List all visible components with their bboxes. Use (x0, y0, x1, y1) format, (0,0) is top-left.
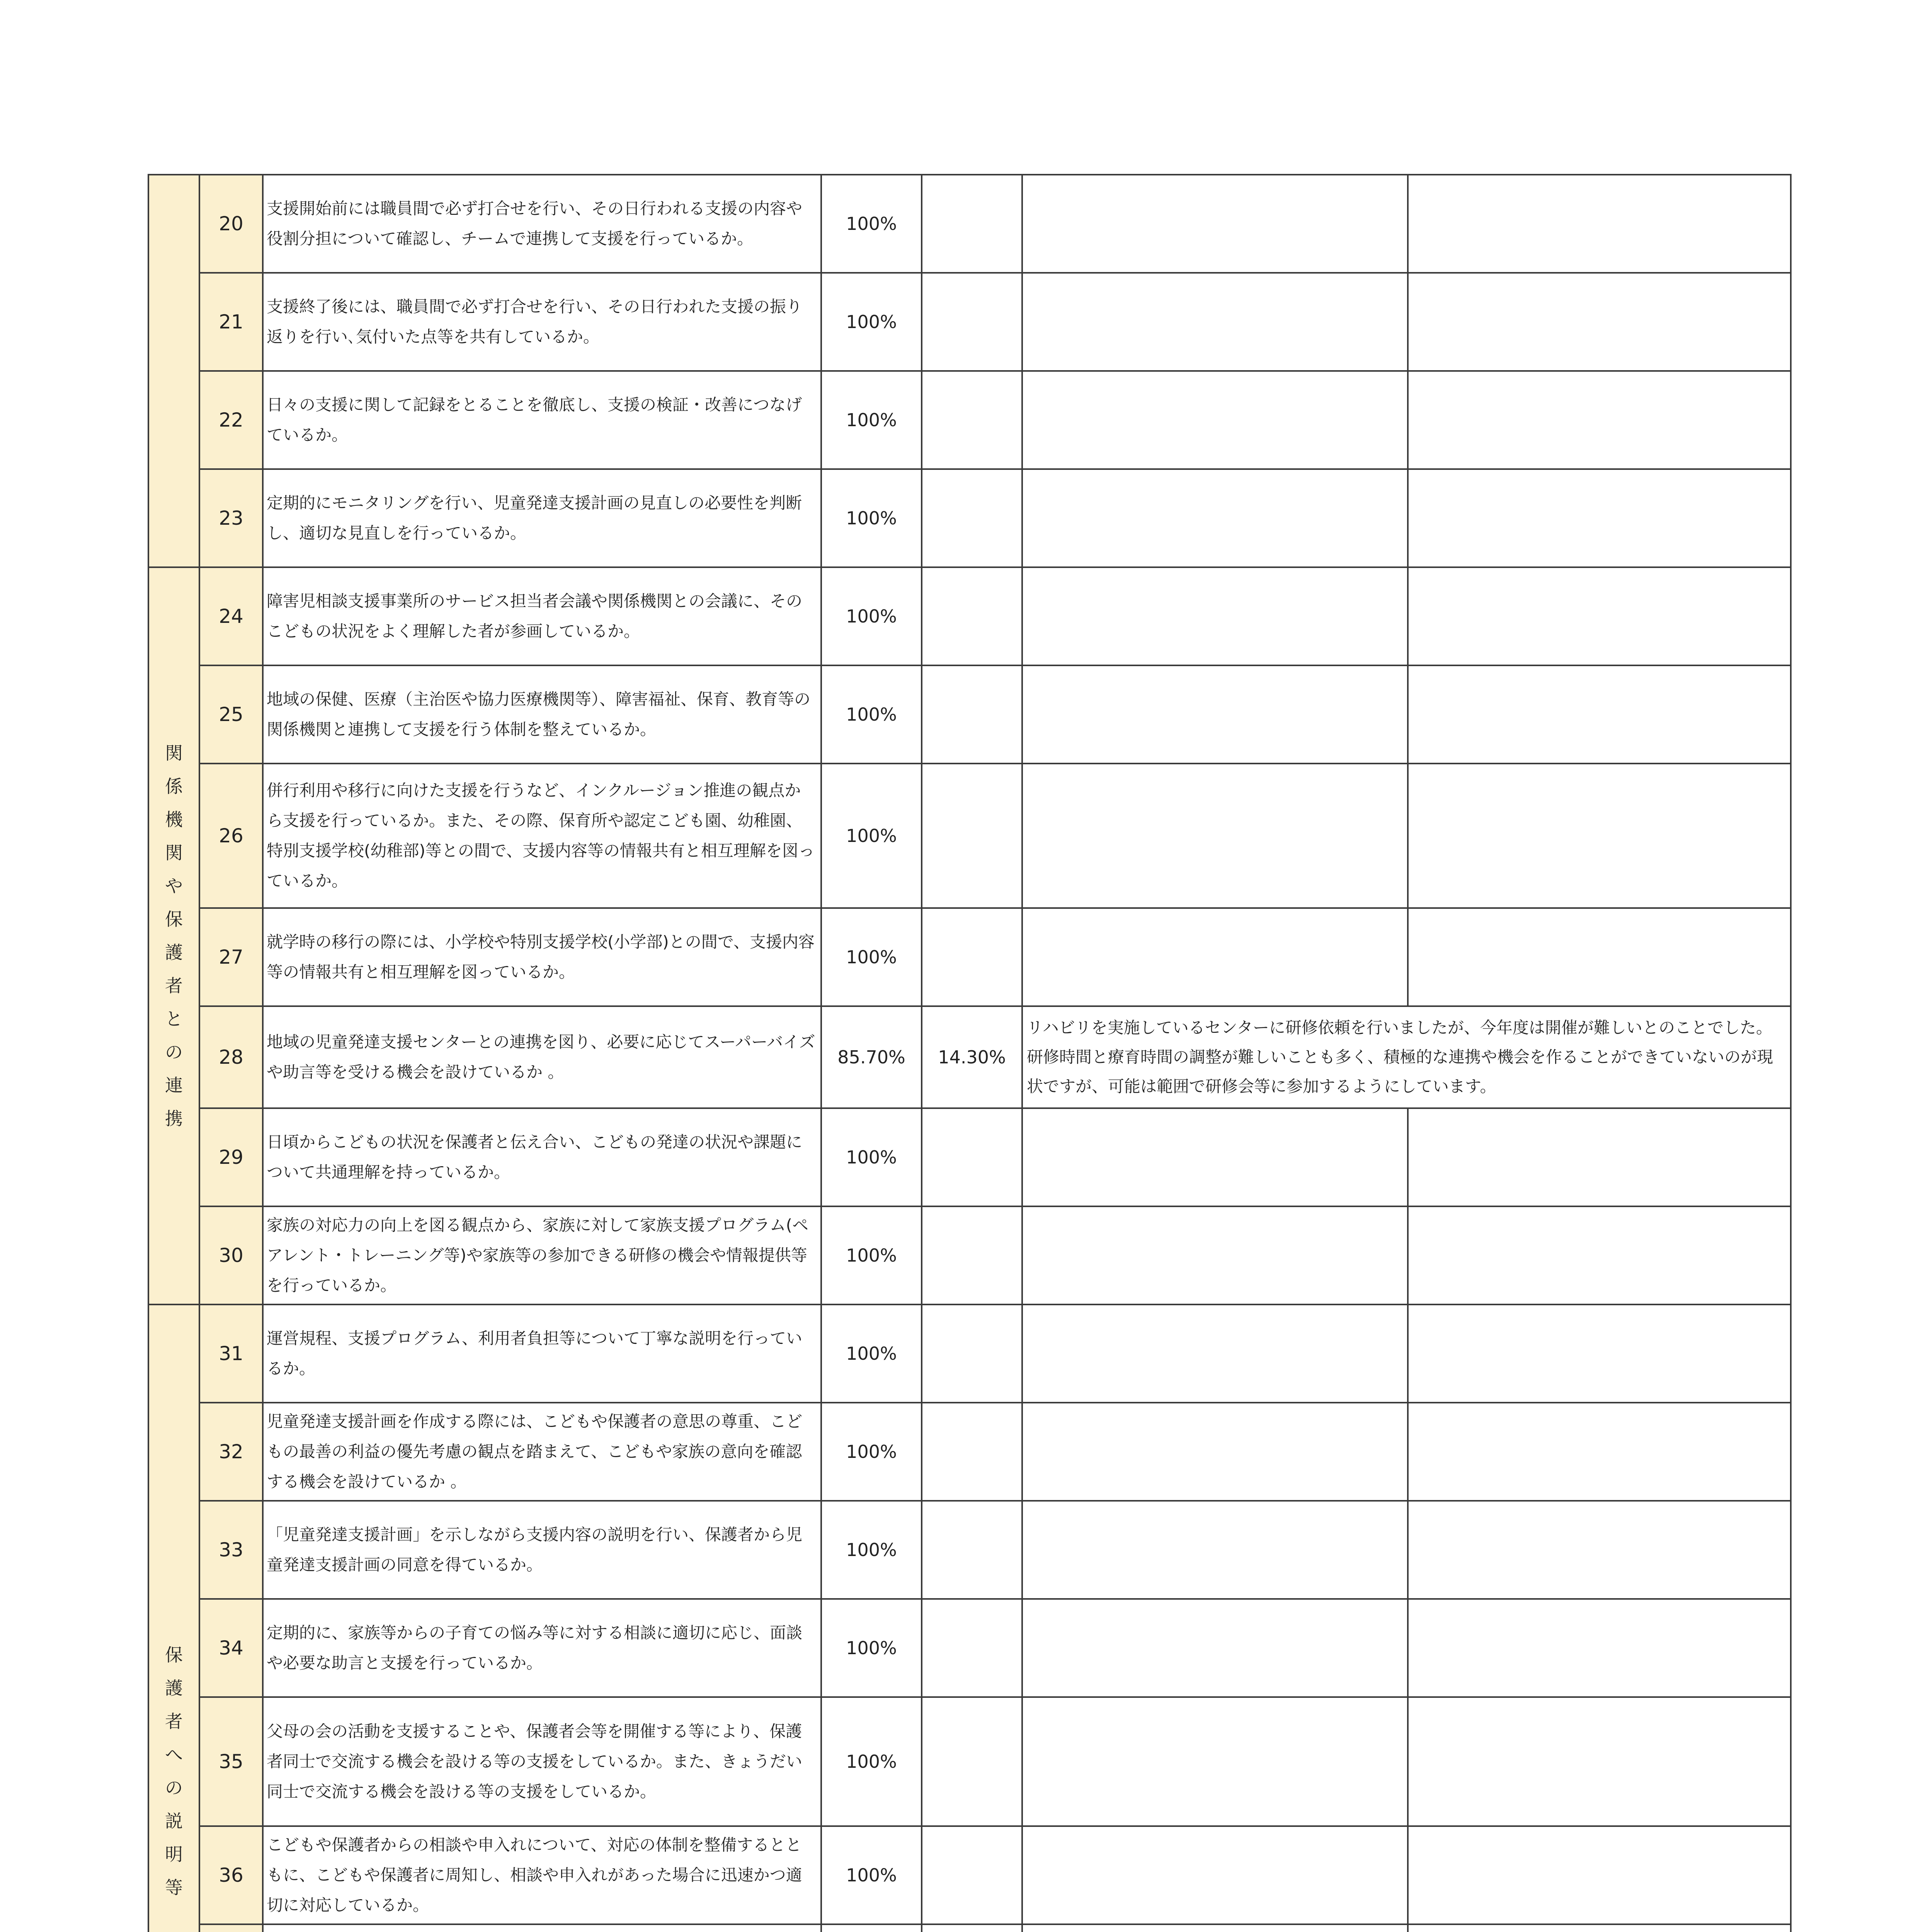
item-number: 29 (199, 1108, 263, 1206)
category-cell (148, 567, 199, 1304)
no-percent (922, 1924, 1022, 1932)
yes-percent: 100% (821, 1501, 922, 1599)
yes-percent: 85.70% (821, 1006, 922, 1108)
status-note (1022, 1501, 1408, 1599)
table-row (148, 1599, 1791, 1697)
item-number: 33 (199, 1501, 263, 1599)
item-number: 22 (199, 371, 263, 469)
table-row (148, 469, 1791, 567)
question-text: 支援開始前には職員間で必ず打合せを行い、その日行われる支援の内容や役割分担について確認し、チームで連携して支援を行っているか。 (263, 175, 821, 273)
table-row (148, 665, 1791, 764)
improvement-note (1408, 1304, 1791, 1403)
table-row (148, 1501, 1791, 1599)
question-text: 「児童発達支援計画」を示しながら支援内容の説明を行い、保護者から児童発達支援計画の同意を得ているか。 (263, 1501, 821, 1599)
status-note (1022, 1304, 1408, 1403)
category-label: 関 係 機 関 や 保 護 者 と の 連 携 (165, 743, 183, 1129)
item-number (199, 1924, 263, 1932)
improvement-note (1408, 1206, 1791, 1304)
no-percent: 14.30% (922, 1006, 1022, 1108)
table-row (148, 1206, 1791, 1304)
yes-percent: 100% (821, 1697, 922, 1826)
evaluation-table (148, 174, 1792, 1932)
status-note (1022, 371, 1408, 469)
item-number: 35 (199, 1697, 263, 1826)
table-row (148, 908, 1791, 1006)
improvement-note (1408, 371, 1791, 469)
yes-percent: 100% (821, 469, 922, 567)
question-text: 定期的にモニタリングを行い、児童発達支援計画の見直しの必要性を判断し、適切な見直しを行っているか。 (263, 469, 821, 567)
question-text: 日頃からこどもの状況を保護者と伝え合い、こどもの発達の状況や課題について共通理解を持っているか。 (263, 1108, 821, 1206)
item-number: 34 (199, 1599, 263, 1697)
no-percent (922, 1599, 1022, 1697)
improvement-note (1408, 908, 1791, 1006)
no-percent (922, 1304, 1022, 1403)
status-note (1022, 1599, 1408, 1697)
status-note (1022, 1206, 1408, 1304)
improvement-note (1408, 1599, 1791, 1697)
yes-percent: 100% (821, 764, 922, 908)
no-percent (922, 1826, 1022, 1924)
no-percent (922, 1697, 1022, 1826)
improvement-note (1408, 273, 1791, 371)
status-note (1022, 1924, 1408, 1932)
table-row (148, 1108, 1791, 1206)
item-number: 31 (199, 1304, 263, 1403)
question-text: 運営規程、支援プログラム、利用者負担等について丁寧な説明を行っているか。 (263, 1304, 821, 1403)
status-note (1022, 175, 1408, 273)
improvement-note (1408, 764, 1791, 908)
improvement-note: リハビリを実施しているセンターに研修依頼を行いましたが、今年度は開催が難しいとのことでした。研修時間と療育時間の調整が難しいことも多く、積極的な連携や機会を作ることができていないのが現状ですが、可能は範囲で研修会等に参加するようにしています。 (1022, 1006, 1791, 1108)
item-number: 27 (199, 908, 263, 1006)
yes-percent: 100% (821, 567, 922, 665)
no-percent (922, 175, 1022, 273)
no-percent (922, 273, 1022, 371)
improvement-note (1408, 1108, 1791, 1206)
item-number: 23 (199, 469, 263, 567)
yes-percent: 100% (821, 175, 922, 273)
item-number: 24 (199, 567, 263, 665)
item-number: 25 (199, 665, 263, 764)
status-note (1022, 908, 1408, 1006)
no-percent (922, 665, 1022, 764)
status-note (1022, 1108, 1408, 1206)
question-text: こどもや保護者からの相談や申入れについて、対応の体制を整備するとともに、こどもや保護者に周知し、相談や申入れがあった場合に迅速かつ適切に対応しているか。 (263, 1826, 821, 1924)
category-cell (148, 175, 199, 567)
yes-percent: 100% (821, 1206, 922, 1304)
yes-percent: 100% (821, 1304, 922, 1403)
item-number: 28 (199, 1006, 263, 1108)
no-percent (922, 1108, 1022, 1206)
no-percent (922, 908, 1022, 1006)
table-row (148, 371, 1791, 469)
table-row (148, 764, 1791, 908)
no-percent (922, 567, 1022, 665)
table-row (148, 567, 1791, 665)
question-text: 支援終了後には、職員間で必ず打合せを行い、その日行われた支援の振り返りを行い､気付いた点等を共有しているか。 (263, 273, 821, 371)
table-row (148, 1403, 1791, 1501)
table-row (148, 1304, 1791, 1403)
yes-percent: 100% (821, 908, 922, 1006)
status-note (1022, 1826, 1408, 1924)
question-text: 父母の会の活動を支援することや、保護者会等を開催する等により、保護者同士で交流する機会を設ける等の支援をしているか。また、きょうだい同士で交流する機会を設ける等の支援をしているか。 (263, 1697, 821, 1826)
item-number: 32 (199, 1403, 263, 1501)
improvement-note (1408, 1403, 1791, 1501)
question-text: 地域の児童発達支援センターとの連携を図り、必要に応じてスーパーバイズや助言等を受ける機会を設けているか 。 (263, 1006, 821, 1108)
status-note (1022, 469, 1408, 567)
item-number: 30 (199, 1206, 263, 1304)
improvement-note (1408, 1924, 1791, 1932)
yes-percent: 100% (821, 1403, 922, 1501)
improvement-note (1408, 567, 1791, 665)
improvement-note (1408, 665, 1791, 764)
improvement-note (1408, 1826, 1791, 1924)
yes-percent: 100% (821, 1108, 922, 1206)
yes-percent: 100% (821, 1826, 922, 1924)
no-percent (922, 371, 1022, 469)
improvement-note (1408, 1501, 1791, 1599)
yes-percent: 100% (821, 371, 922, 469)
question-text: 定期的に、家族等からの子育ての悩み等に対する相談に適切に応じ、面談や必要な助言と支援を行っているか。 (263, 1599, 821, 1697)
table-row (148, 273, 1791, 371)
status-note (1022, 567, 1408, 665)
table-row (148, 1826, 1791, 1924)
table-row (148, 175, 1791, 273)
no-percent (922, 1501, 1022, 1599)
question-text: 併行利用や移行に向けた支援を行うなど、インクルージョン推進の観点から支援を行っているか。また、その際、保育所や認定こども園、幼稚園、特別支援学校(幼稚部)等との間で、支援内容等の情報共有と相互理解を図っているか。 (263, 764, 821, 908)
no-percent (922, 1403, 1022, 1501)
question-text: 地域の保健、医療（主治医や協力医療機関等）、障害福祉、保育、教育等の関係機関と連携して支援を行う体制を整えているか。 (263, 665, 821, 764)
no-percent (922, 469, 1022, 567)
question-text: 家族の対応力の向上を図る観点から、家族に対して家族支援プログラム(ペアレント・トレーニング等)や家族等の参加できる研修の機会や情報提供等を行っているか。 (263, 1206, 821, 1304)
item-number: 36 (199, 1826, 263, 1924)
question-text (263, 1924, 821, 1932)
item-number: 26 (199, 764, 263, 908)
category-label: 保 護 者 へ の 説 明 等 (165, 1645, 183, 1898)
improvement-note (1408, 175, 1791, 273)
table-row (148, 1697, 1791, 1826)
question-text: 日々の支援に関して記録をとることを徹底し、支援の検証・改善につなげているか。 (263, 371, 821, 469)
table-row (148, 1924, 1791, 1932)
yes-percent: 100% (821, 665, 922, 764)
yes-percent: 100% (821, 1599, 922, 1697)
no-percent (922, 764, 1022, 908)
question-text: 児童発達支援計画を作成する際には、こどもや保護者の意思の尊重、こどもの最善の利益の優先考慮の観点を踏まえて、こどもや家族の意向を確認する機会を設けているか 。 (263, 1403, 821, 1501)
yes-percent: 100% (821, 273, 922, 371)
no-percent (922, 1206, 1022, 1304)
item-number: 20 (199, 175, 263, 273)
status-note (1022, 665, 1408, 764)
improvement-note (1408, 1697, 1791, 1826)
category-cell (148, 1304, 199, 1932)
question-text: 障害児相談支援事業所のサービス担当者会議や関係機関との会議に、そのこどもの状況をよく理解した者が参画しているか。 (263, 567, 821, 665)
improvement-note (1408, 469, 1791, 567)
yes-percent (821, 1924, 922, 1932)
item-number: 21 (199, 273, 263, 371)
table-row (148, 1006, 1791, 1108)
question-text: 就学時の移行の際には、小学校や特別支援学校(小学部)との間で、支援内容等の情報共有と相互理解を図っているか。 (263, 908, 821, 1006)
status-note (1022, 1403, 1408, 1501)
status-note (1022, 764, 1408, 908)
status-note (1022, 1697, 1408, 1826)
status-note (1022, 273, 1408, 371)
